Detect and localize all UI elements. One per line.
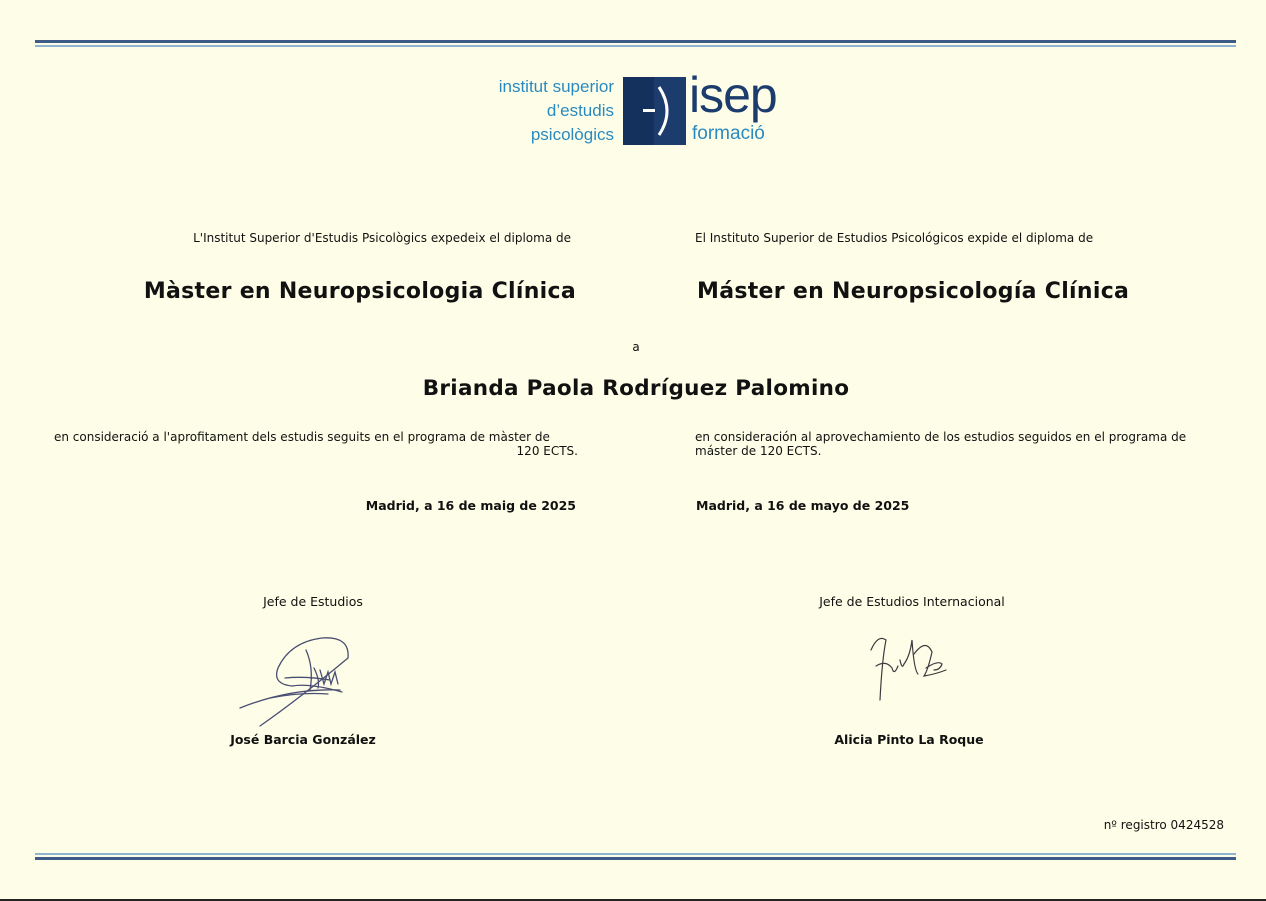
catalan-intro: L'Institut Superior d'Estudis Psicològics expedeix el diploma de	[193, 231, 571, 245]
logo-text-line-2: d’estudis	[546, 101, 614, 120]
spanish-consideration-line-2: máster de 120 ECTS.	[695, 444, 822, 458]
left-signature-image	[230, 628, 360, 728]
left-signer-name: José Barcia González	[230, 732, 376, 747]
spanish-degree-title: Máster en Neuropsicología Clínica	[697, 279, 1130, 304]
recipient-name: Brianda Paola Rodríguez Palomino	[422, 376, 850, 401]
catalan-date: Madrid, a 16 de maig de 2025	[365, 498, 576, 513]
top-border-rule	[35, 40, 1236, 47]
isep-logo	[488, 67, 788, 148]
connector-a: a	[632, 340, 640, 354]
right-signature-image	[866, 630, 956, 704]
spanish-consideration	[695, 430, 1215, 458]
spanish-intro: El Instituto Superior de Estudios Psicológicos expide el diploma de	[695, 231, 1094, 245]
right-signer-role: Jefe de Estudios Internacional	[819, 594, 1005, 609]
logo-mark-icon	[623, 77, 686, 145]
logo-brand: isep	[689, 67, 777, 123]
bottom-border-rule	[35, 853, 1236, 860]
registry-number: nº registro 0424528	[1103, 818, 1224, 832]
catalan-consideration-line-2: 120 ECTS.	[516, 444, 578, 458]
catalan-consideration	[38, 430, 578, 458]
catalan-consideration-line-1: en consideració a l'aprofitament dels estudis seguits en el programa de màster de	[54, 430, 550, 444]
left-signer-role: Jefe de Estudios	[263, 594, 363, 609]
logo-text-line-3: psicològics	[530, 125, 614, 144]
logo-text-line-1: institut superior	[498, 77, 614, 96]
catalan-degree-title: Màster en Neuropsicologia Clínica	[143, 279, 576, 304]
spanish-date: Madrid, a 16 de mayo de 2025	[696, 498, 910, 513]
spanish-consideration-line-1: en consideración al aprovechamiento de los estudios seguidos en el programa de	[695, 430, 1187, 444]
right-signer-name: Alicia Pinto La Roque	[834, 732, 984, 747]
logo-brand-sub: formació	[692, 123, 765, 144]
